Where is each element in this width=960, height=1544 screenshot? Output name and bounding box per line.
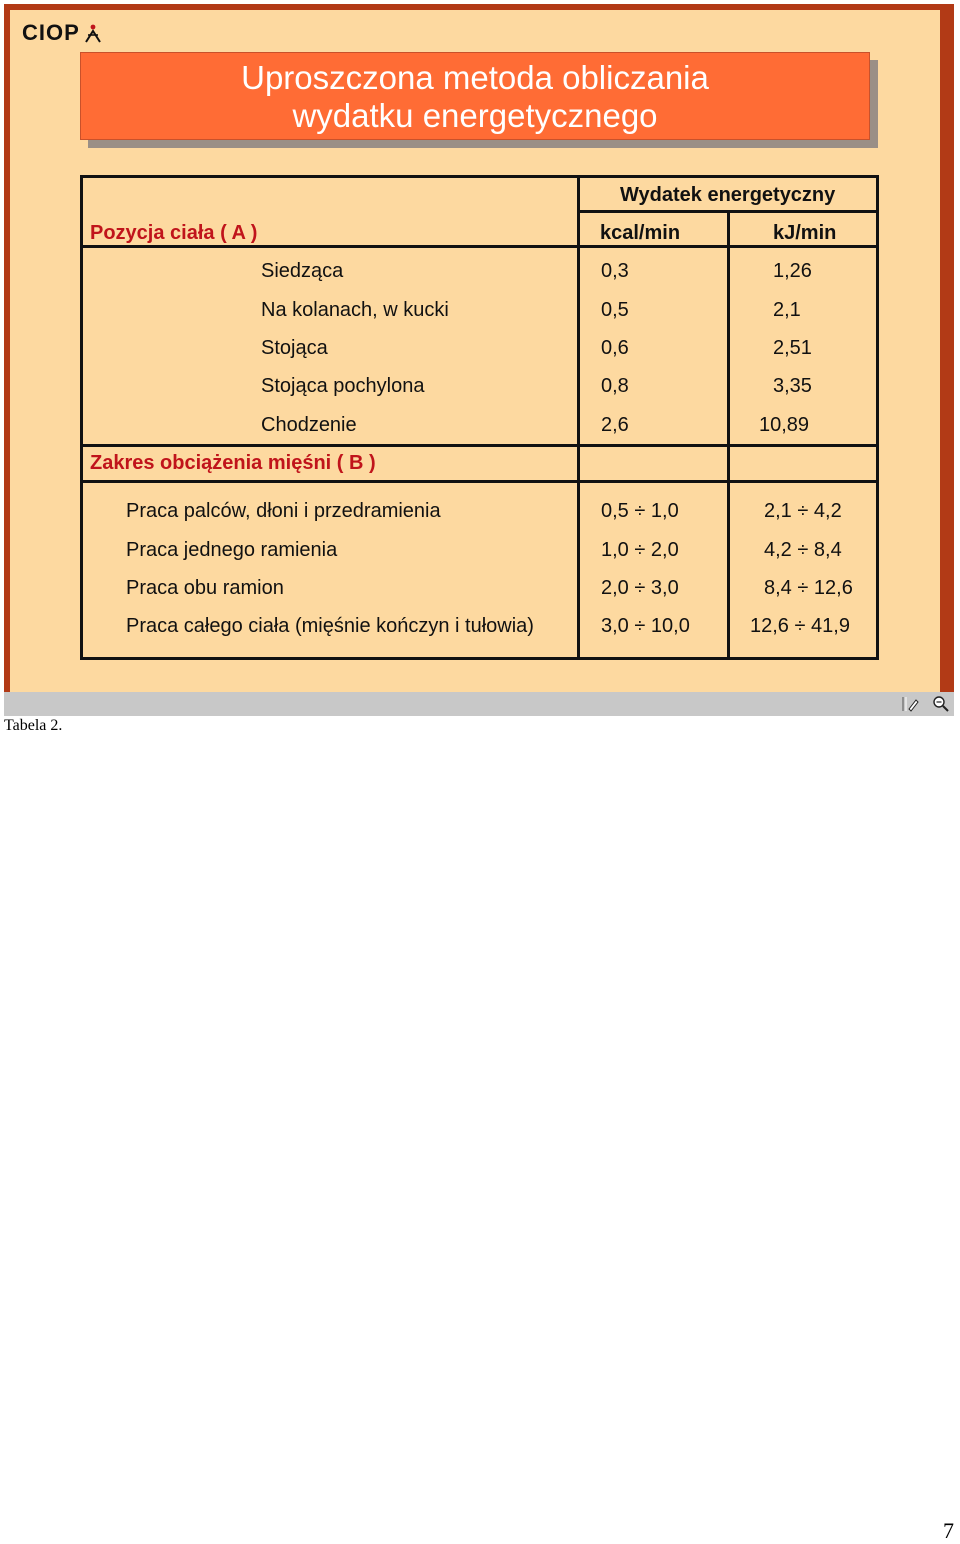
pencil-icon[interactable] [902, 695, 920, 713]
row-b-label: Praca palców, dłoni i przedramienia [126, 500, 441, 522]
col-header-kcal: kcal/min [600, 222, 681, 244]
section-b-top-rule [80, 444, 879, 447]
row-b-kcal: 0,5 ÷ 1,0 [601, 500, 679, 522]
row-a-kcal: 0,8 [601, 375, 629, 397]
section-b-header-rule [80, 480, 879, 483]
row-a-label: Na kolanach, w kucki [261, 299, 449, 321]
col-header-kj: kJ/min [773, 222, 837, 244]
row-b-kj: 8,4 ÷ 12,6 [764, 577, 853, 599]
title-line-1: Uproszczona metoda obliczania [241, 59, 709, 96]
row-a-kj: 1,26 [773, 260, 812, 282]
logo-figure-icon [83, 23, 103, 43]
table-border-bottom [80, 657, 879, 660]
header-rule [80, 245, 879, 248]
row-a-label: Stojąca pochylona [261, 375, 425, 397]
row-a-kcal: 0,5 [601, 299, 629, 321]
slide-title [80, 52, 870, 140]
col-sep-2 [727, 211, 730, 660]
row-b-label: Praca jednego ramienia [126, 539, 338, 561]
row-a-label: Stojąca [261, 337, 328, 359]
row-a-kj: 10,89 [759, 414, 810, 436]
section-b-label: Zakres obciążenia mięśni ( B ) [90, 452, 376, 474]
row-b-kcal: 2,0 ÷ 3,0 [601, 577, 679, 599]
row-b-kcal: 3,0 ÷ 10,0 [601, 615, 690, 637]
row-a-kcal: 0,6 [601, 337, 629, 359]
ciop-logo [22, 20, 103, 46]
section-a-label: Pozycja ciała ( A ) [90, 222, 258, 244]
row-b-kj: 2,1 ÷ 4,2 [764, 500, 842, 522]
table-border-top [80, 175, 879, 178]
row-a-kj: 2,1 [773, 299, 801, 321]
figure-caption: Tabela 2. [4, 717, 63, 734]
row-a-kcal: 2,6 [601, 414, 629, 436]
group-header-rule [577, 210, 879, 213]
row-b-label: Praca całego ciała (mięśnie kończyn i tułowia) [126, 615, 534, 637]
row-a-kj: 2,51 [773, 337, 812, 359]
title-line-2: wydatku energetycznego [292, 97, 658, 134]
row-a-kcal: 0,3 [601, 260, 629, 282]
row-b-kj: 12,6 ÷ 41,9 [750, 615, 850, 637]
row-a-kj: 3,35 [773, 375, 812, 397]
row-b-kcal: 1,0 ÷ 2,0 [601, 539, 679, 561]
row-a-label: Siedząca [261, 260, 344, 282]
row-b-kj: 4,2 ÷ 8,4 [764, 539, 842, 561]
logo-text: CIOP [22, 20, 80, 45]
group-header: Wydatek energetyczny [620, 184, 836, 206]
viewer-toolbar [4, 692, 954, 716]
page-number: 7 [943, 1518, 954, 1543]
row-a-label: Chodzenie [261, 414, 357, 436]
zoom-icon[interactable] [932, 695, 950, 713]
row-b-label: Praca obu ramion [126, 577, 284, 599]
